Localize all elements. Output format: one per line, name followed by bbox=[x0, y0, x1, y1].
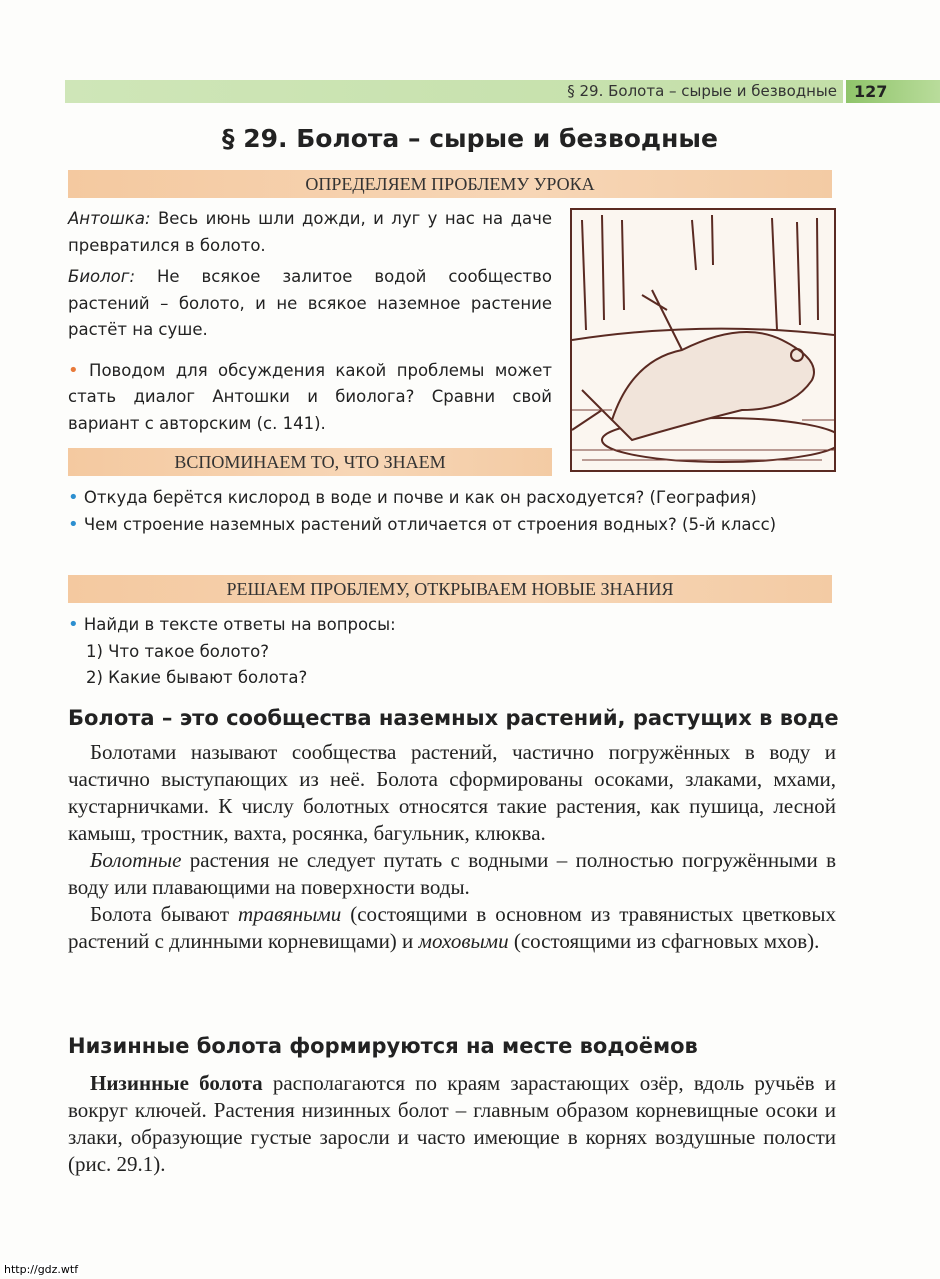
paragraph bbox=[68, 847, 836, 901]
dialogue-line bbox=[68, 206, 552, 259]
item-text: Откуда берётся кислород в воде и почве и как он расходуется? (География) bbox=[83, 488, 757, 507]
question-2: 2) Какие бывают болота? bbox=[86, 668, 308, 687]
list-item bbox=[68, 512, 836, 539]
text: растения не следует путать с водными – полностью погружёнными в воду или плавающими на поверхности воды. bbox=[68, 848, 836, 899]
task-intro bbox=[68, 612, 836, 639]
solve-task bbox=[68, 612, 836, 692]
paragraph bbox=[68, 1070, 836, 1178]
speaker: Антошка: bbox=[68, 209, 151, 228]
bullet-icon: • bbox=[68, 487, 79, 508]
term: травяными bbox=[237, 902, 342, 926]
page-number: 127 bbox=[846, 80, 940, 103]
source-link[interactable]: http://gdz.wtf bbox=[4, 1263, 79, 1276]
section-body bbox=[68, 1070, 836, 1178]
list-item bbox=[68, 485, 836, 512]
dialogue bbox=[68, 206, 552, 442]
running-header: § 29. Болота – сырые и безводные bbox=[65, 80, 843, 103]
paragraph bbox=[68, 901, 836, 955]
frog-illustration bbox=[570, 208, 836, 472]
line-text: Весь июнь шли дожди, и луг у нас на даче превратился в болото. bbox=[68, 209, 552, 255]
intro-text: Найди в тексте ответы на вопросы: bbox=[83, 615, 396, 634]
bullet-icon: • bbox=[68, 513, 79, 535]
section-heading: Болота – это сообщества наземных растений, растущих в воде bbox=[68, 706, 839, 730]
band-solve: РЕШАЕМ ПРОБЛЕМУ, ОТКРЫВАЕМ НОВЫЕ ЗНАНИЯ bbox=[68, 575, 832, 603]
term: Низинные болота bbox=[90, 1071, 263, 1095]
bullet-icon: • bbox=[68, 614, 79, 635]
band-remember: ВСПОМИНАЕМ ТО, ЧТО ЗНАЕМ bbox=[68, 448, 552, 476]
band-problem: ОПРЕДЕЛЯЕМ ПРОБЛЕМУ УРОКА bbox=[68, 170, 832, 198]
page-title: § 29. Болота – сырые и безводные bbox=[222, 124, 718, 153]
text: (состоящими в основном из травянистых цветковых растений с длинными корневищами) и bbox=[68, 902, 836, 953]
task bbox=[68, 358, 552, 438]
bullet-icon: • bbox=[68, 359, 79, 381]
text: Болота бывают bbox=[90, 902, 238, 926]
section-heading: Низинные болота формируются на месте водоёмов bbox=[68, 1034, 698, 1058]
item-text: Чем строение наземных растений отличается от строения водных? (5-й класс) bbox=[83, 514, 777, 534]
dialogue-line bbox=[68, 264, 552, 344]
task-text: Поводом для обсуждения какой проблемы может стать диалог Антошки и биолога? Сравни свой вариант с авторским (с. 141). bbox=[68, 360, 552, 433]
remember-list bbox=[68, 485, 836, 538]
paragraph: Болотами называют сообщества растений, частично погружённых в воду и частично выступающих из неё. Болота сформированы осоками, злаками, мхами, кустарничками. К числу болотных относятся такие растения, как пушица, лесной камыш, тростник, вахта, росянка, багульник, клюква. bbox=[68, 740, 836, 845]
text: (состоящими из сфагновых мхов). bbox=[508, 929, 820, 953]
frog-drawing-icon bbox=[572, 210, 834, 470]
term: Болотные bbox=[90, 848, 182, 872]
text: располагаются по краям зарастающих озёр, вдоль ручьёв и вокруг ключей. Растения низинных болот – главным образом корневищные осоки и злаки, образующие густые заросли и часто имеющие в корнях воздушные полости (рис. 29.1). bbox=[68, 1071, 836, 1176]
question-1: 1) Что такое болото? bbox=[86, 641, 269, 661]
term: моховыми bbox=[418, 929, 509, 953]
section-body bbox=[68, 739, 836, 955]
speaker: Биолог: bbox=[68, 267, 136, 286]
line-text: Не всякое залитое водой сообщество растений – болото, и не всякое наземное растение растёт на суше. bbox=[68, 267, 552, 339]
